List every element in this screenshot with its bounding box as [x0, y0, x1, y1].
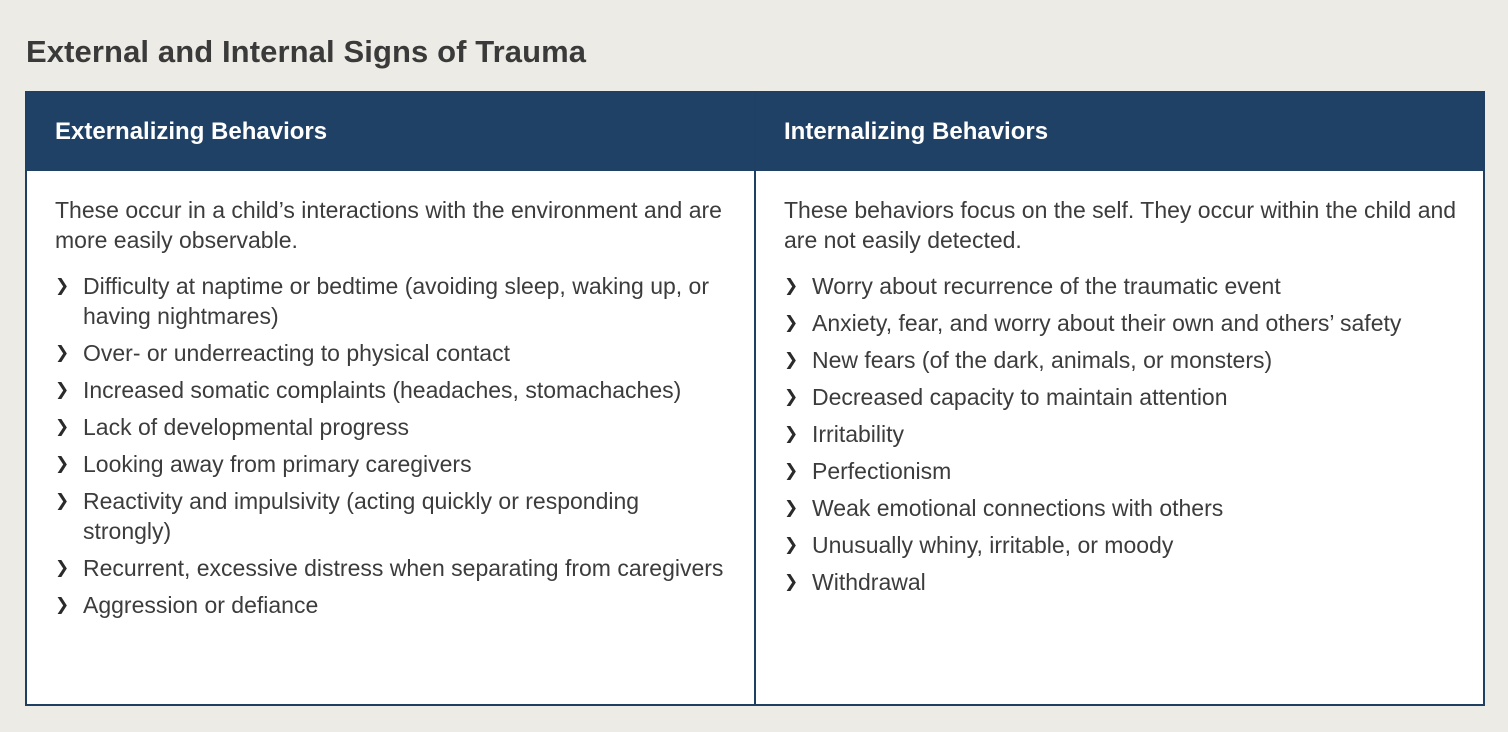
trauma-signs-table — [25, 91, 1485, 706]
list-item-text: Aggression or defiance — [83, 592, 319, 618]
list-item-text: Withdrawal — [812, 569, 926, 595]
list-item — [784, 567, 1457, 597]
list-item — [784, 308, 1457, 338]
chevron-right-icon: ❯ — [784, 498, 799, 517]
list-item-text: Anxiety, fear, and worry about their own and others’ safety — [812, 310, 1402, 336]
list-item — [784, 382, 1457, 412]
externalizing-body — [27, 171, 754, 627]
list-item-text: Irritability — [812, 421, 905, 447]
externalizing-list — [55, 271, 728, 620]
list-item — [784, 493, 1457, 523]
list-item-text: Unusually whiny, irritable, or moody — [812, 532, 1174, 558]
list-item-text: Recurrent, excessive distress when separating from caregivers — [83, 555, 724, 581]
list-item-text: Weak emotional connections with others — [812, 495, 1224, 521]
externalizing-intro: These occur in a child’s interactions with the environment and are more easily observable. — [55, 197, 722, 253]
list-item — [55, 338, 728, 368]
chevron-right-icon: ❯ — [55, 276, 70, 295]
list-item-text: Perfectionism — [812, 458, 952, 484]
chevron-right-icon: ❯ — [784, 350, 799, 369]
list-item — [55, 590, 728, 620]
list-item — [55, 449, 728, 479]
chevron-right-icon: ❯ — [55, 558, 70, 577]
chevron-right-icon: ❯ — [784, 387, 799, 406]
chevron-right-icon: ❯ — [784, 572, 799, 591]
list-item — [55, 375, 728, 405]
list-item-text: Increased somatic complaints (headaches, stomachaches) — [83, 377, 682, 403]
chevron-right-icon: ❯ — [55, 454, 70, 473]
list-item-text: Over- or underreacting to physical contact — [83, 340, 510, 366]
list-item-text: Lack of developmental progress — [83, 414, 410, 440]
chevron-right-icon: ❯ — [55, 417, 70, 436]
list-item — [784, 456, 1457, 486]
chevron-right-icon: ❯ — [784, 313, 799, 332]
list-item — [55, 553, 728, 583]
list-item-text: Reactivity and impulsivity (acting quickly or responding strongly) — [83, 488, 640, 544]
list-item — [55, 412, 728, 442]
chevron-right-icon: ❯ — [55, 380, 70, 399]
list-item — [784, 345, 1457, 375]
internalizing-list — [784, 271, 1457, 597]
list-item — [784, 271, 1457, 301]
internalizing-heading: Internalizing Behaviors — [756, 93, 1483, 171]
list-item — [784, 530, 1457, 560]
chevron-right-icon: ❯ — [55, 343, 70, 362]
list-item — [55, 271, 728, 331]
list-item — [784, 419, 1457, 449]
list-item-text: Difficulty at naptime or bedtime (avoiding sleep, waking up, or having nightmares) — [83, 273, 710, 329]
externalizing-column — [27, 93, 754, 704]
list-item-text: New fears (of the dark, animals, or monsters) — [812, 347, 1273, 373]
chevron-right-icon: ❯ — [784, 535, 799, 554]
chevron-right-icon: ❯ — [784, 276, 799, 295]
list-item-text: Worry about recurrence of the traumatic event — [812, 273, 1281, 299]
chevron-right-icon: ❯ — [55, 491, 70, 510]
internalizing-body — [756, 171, 1483, 604]
list-item-text: Decreased capacity to maintain attention — [812, 384, 1228, 410]
list-item — [55, 486, 728, 546]
internalizing-intro: These behaviors focus on the self. They occur within the child and are not easily detected. — [784, 197, 1457, 253]
page-title: External and Internal Signs of Trauma — [26, 34, 587, 69]
internalizing-column — [754, 93, 1483, 704]
externalizing-heading: Externalizing Behaviors — [27, 93, 754, 171]
chevron-right-icon: ❯ — [784, 461, 799, 480]
chevron-right-icon: ❯ — [784, 424, 799, 443]
list-item-text: Looking away from primary caregivers — [83, 451, 472, 477]
chevron-right-icon: ❯ — [55, 595, 70, 614]
